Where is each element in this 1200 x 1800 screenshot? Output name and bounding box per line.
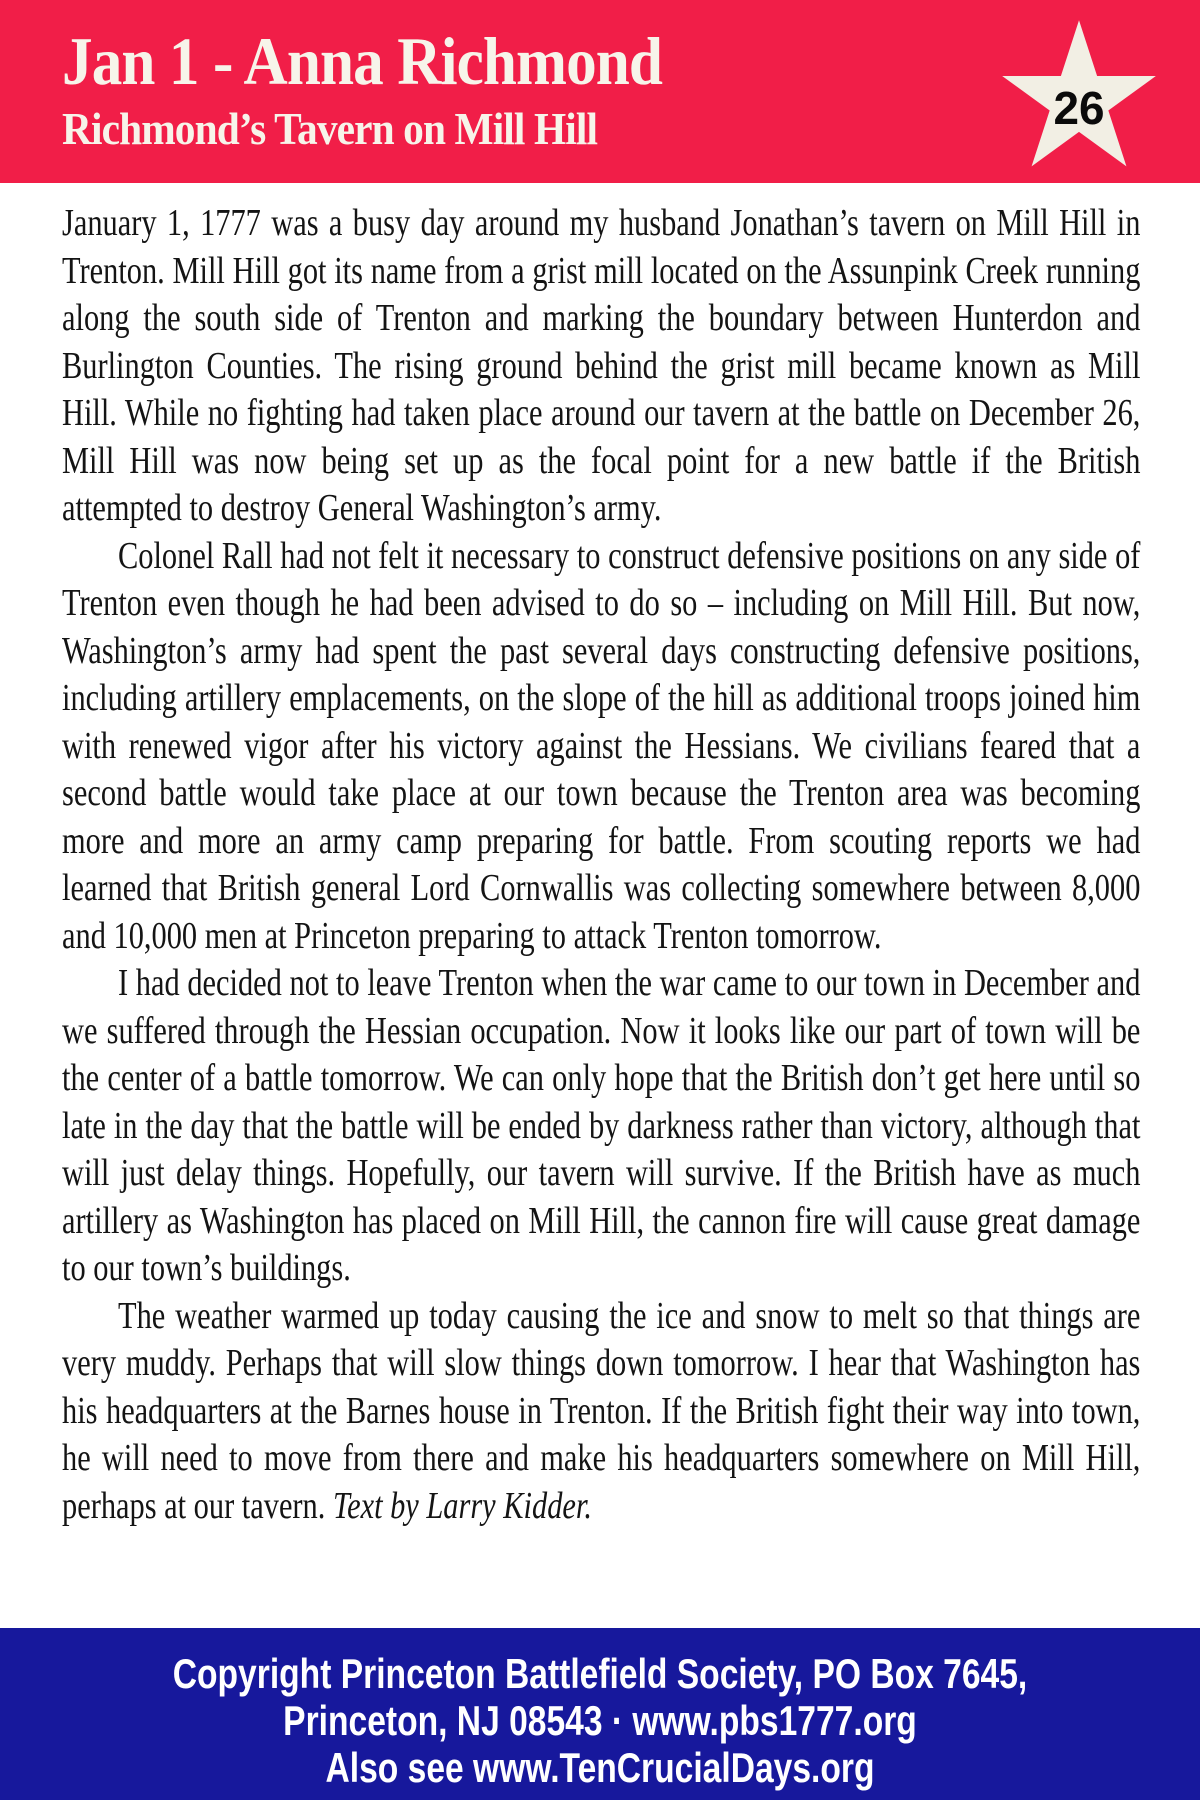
star-icon [994,16,1164,186]
paragraph-2: Colonel Rall had not felt it necessary to construct defensive positions on any side of Trenton even though he had been advised to do so – including on Mill Hill. But now, Washington’s army had spent the past several days constructing defensive positions, including artillery emplacements, on the slope of the hill as additional troops joined him with renewed vigor after his victory against the Hessians. We civilians feared that a second battle would take place at our town because the Trenton area was becoming more and more an army camp preparing for battle. From scouting reports we had learned that British general Lord Cornwallis was collecting somewhere between 8,000 and 10,000 men at Princeton preparing to attack Trenton tomorrow. [62,534,1141,957]
footer-line-2: Princeton, NJ 08543 · www.pbs1777.org [283,1697,917,1744]
header-text-block [62,24,962,154]
article-text [62,200,1140,1530]
article-body [62,200,1140,1530]
paragraph-3: I had decided not to leave Trenton when the war came to our town in December and we suffered through the Hessian occupation. Now it looks like our part of town will be the center of a battle tomorrow. We can only hope that the British don’t get here until so late in the day that the battle will be ended by darkness rather than victory, although that will just delay things. Hopefully, our tavern will survive. If the British have as much artillery as Washington has placed on Mill Hill, the cannon fire will cause great damage to our town’s buildings. [62,962,1141,1289]
paragraph-1: January 1, 1777 was a busy day around my husband Jonathan’s tavern on Mill Hill in Trenton. Mill Hill got its name from a grist mill located on the Assunpink Creek running along the south side of Trenton and marking the boundary between Hunterdon and Burlington Counties. The rising ground behind the grist mill became known as Mill Hill. While no fighting had taken place around our tavern at the battle on December 26, Mill Hill was now being set up as the focal point for a new battle if the British attempted to destroy General Washington’s army. [62,202,1141,529]
star-badge [994,16,1164,186]
card-footer [0,1628,1200,1800]
paragraph-4-text: The weather warmed up today causing the ice and snow to melt so that things are very muddy. Perhaps that will slow things down tomorrow. I hear that Washington has his headquarters at the Barnes house in Trenton. If the British fight their way into town, he will need to move from there and make his headquarters somewhere on Mill Hill, perhaps at our tavern. [62,1294,1141,1527]
footer-line-1: Copyright Princeton Battlefield Society, PO Box 7645, [172,1650,1028,1697]
footer-text-block [0,1650,1200,1791]
card-header [0,0,1200,183]
page-title: Jan 1 - Anna Richmond [62,23,663,99]
footer-line-3: Also see www.TenCrucialDays.org [325,1744,875,1791]
paragraph-4 [62,1293,1140,1531]
badge-number: 26 [1053,81,1105,134]
page-subtitle: Richmond’s Tavern on Mill Hill [62,103,598,154]
byline: Text by Larry Kidder. [332,1484,592,1527]
